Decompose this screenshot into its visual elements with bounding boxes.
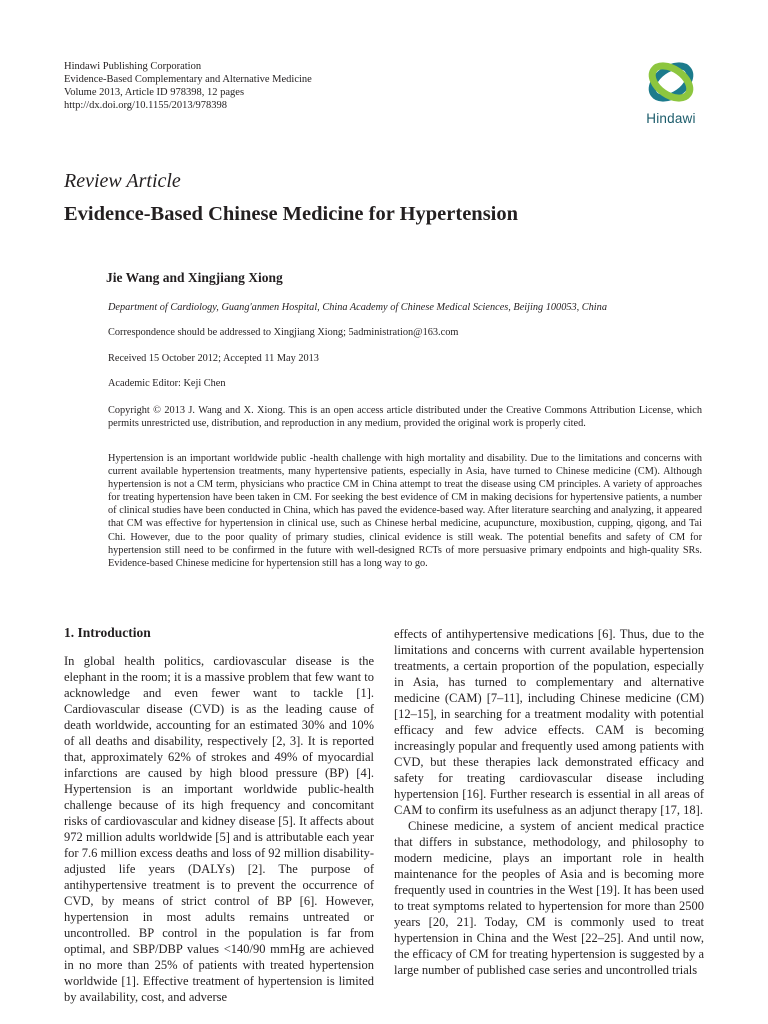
intro-paragraph-2: Chinese medicine, a system of ancient medical practice that differs in substance, methodology, and philosophy to modern medicine, plays an important role in health maintenance for the peoples of Asia and is becoming more frequently used in countries in the West [19]. It has been used to treat symptoms related to hypertension for more than 2500 years [20, 21]. Today, CM is commonly used to treat hypertension in China and the West [22–25]. And until now, the efficacy of CM for treating hypertension is suggested by a large number of published case series and uncontrolled trials (394, 819, 704, 977)
academic-editor: Academic Editor: Keji Chen (108, 378, 226, 389)
logo-wordmark: Hindawi (646, 111, 696, 126)
publisher-name: Hindawi Publishing Corporation (64, 61, 202, 72)
correspondence-line: Correspondence should be addressed to Xingjiang Xiong; 5administration@163.com (108, 327, 459, 338)
article-authors: Jie Wang and Xingjiang Xiong (106, 270, 283, 285)
intro-paragraph-continued: effects of antihypertensive medications [6]. Thus, due to the limitations and concerns with current available hypertension treatments, a certain proportion of the population, especially in Asia, has turned to complementary and alternative medicine (CAM) [7–11], including Chinese medicine (CM) [12–15], in searching for a treatment modality with potential efficacy and few advice effects. CAM is becoming increasingly popular and frequently used among patients with CVD, but these therapies lack demonstrated efficacy and safety for treating cardiovascular disease including hypertension [16]. Further research is essential in all areas of CAM to confirm its usefulness as an adjunct therapy [17, 18]. (394, 627, 704, 817)
volume-info: Volume 2013, Article ID 978398, 12 pages (64, 87, 245, 98)
section-heading-introduction: 1. Introduction (64, 625, 151, 640)
abstract-text: Hypertension is an important worldwide public -health challenge with high mortality and disability. Due to the limitations and concerns with current available hypertension treatments, many hypertensive patients, especially in Asia, have turned to Chinese medicine (CM). Although hypertension is not a CM term, physicians who practice CM in China attempt to treat the disease using CM principles. A variety of approaches for treating hypertension have been taken in CM. For seeking the best evidence of CM in making decisions for hypertensive patients, a number of clinical studies have been conducted in China, which has paved the evidence-based way. After literature searching and analyzing, it appeared that CM was effective for hypertension in clinical use, such as Chinese herbal medicine, acupuncture, moxibustion, cupping, qigong, and Tai Chi. However, due to the poor quality of primary studies, clinical evidence is still weak. The potential benefits and safety of CM for hypertension still need to be confirmed in the future with well-designed RCTs of more persuasive primary endpoints and high-quality SRs. Evidence-based Chinese medicine for hypertension still has a long way to go. (108, 453, 702, 569)
received-dates: Received 15 October 2012; Accepted 11 May 2013 (108, 353, 319, 364)
article-type: Review Article (64, 170, 181, 192)
interlocked-rings-icon (643, 54, 699, 110)
doi-link[interactable]: http://dx.doi.org/10.1155/2013/978398 (64, 100, 228, 111)
hindawi-logo (628, 54, 714, 134)
intro-paragraph-1: In global health politics, cardiovascular disease is the elephant in the room; it is a massive problem that few want to acknowledge and even fewer want to tackle [1]. Cardiovascular disease (CVD) is as the leading cause of death worldwide, accounting for an estimated 30% and 10% of all deaths and disability, respectively [2, 3]. It is reported that, approximately 62% of strokes and 49% of myocardial infarctions are caused by high blood pressure (BP) [4]. Hypertension is an important worldwide public-health challenge because of its high frequency and concomitant risks of cardiovascular and kidney disease [5]. It affects about 972 million adults worldwide [5] and is attributable each year for 7.6 million excess deaths and loss of 92 million disability-adjusted life years (DALYs) [2]. The purpose of antihypertensive treatment is to prevent the occurrence of CVD, by means of strict control of BP [6]. However, hypertension in most adults remains untreated or uncontrolled. BP control in the population is far from optimal, and SBP/DBP values <140/90 mmHg are achieved in no more than 25% of patients with treated hypertension worldwide [1]. Effective treatment of hypertension is limited by availability, cost, and adverse (64, 654, 374, 1004)
publication-metadata (64, 60, 312, 112)
journal-name: Evidence-Based Complementary and Alternative Medicine (64, 74, 312, 85)
left-column (64, 653, 374, 1005)
author-affiliation: Department of Cardiology, Guang'anmen Hospital, China Academy of Chinese Medical Sciences, Beijing 100053, China (108, 302, 607, 313)
article-title: Evidence-Based Chinese Medicine for Hypertension (64, 203, 519, 225)
copyright-notice: Copyright © 2013 J. Wang and X. Xiong. This is an open access article distributed under the Creative Commons Attribution License, which permits unrestricted use, distribution, and reproduction in any medium, provided the original work is properly cited. (108, 405, 702, 430)
right-column (394, 626, 704, 978)
